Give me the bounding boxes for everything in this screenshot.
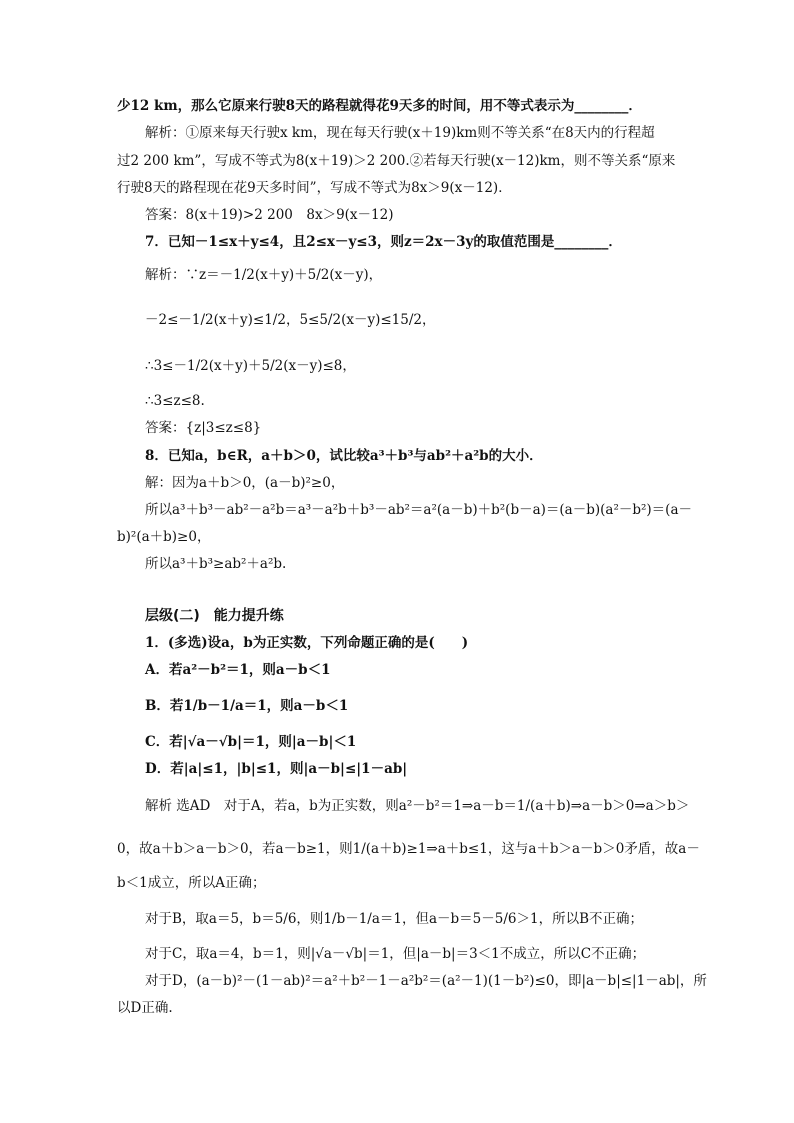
question-6-stem-tail: 少12 km，那么它原来行驶8天的路程就得花9天多的时间，用不等式表示为________． [117, 98, 642, 114]
option-d: D．若|a|≤1，|b|≤1，则|a－b|≤|1－ab| [145, 761, 408, 777]
solution-8-line-4: 所以a³＋b³≥ab²＋a²b. [145, 556, 287, 572]
solution-1-line-5: 对于C，取a＝4，b＝1，则|√a－√b|＝1，但|a－b|＝3＜1不成立，所以C不正确； [145, 946, 646, 962]
solution-8-line-1: 解：因为a＋b＞0，(a－b)²≥0， [145, 475, 345, 491]
solution-1-line-2: 0，故a＋b＞a－b＞0，若a－b≥1，则1/(a＋b)≥1⇒a＋b≤1，这与a＋b＞a－b＞0矛盾，故a－ [117, 841, 700, 857]
solution-8-line-2: 所以a³＋b³－ab²－a²b＝a³－a²b＋b³－ab²＝a²(a－b)＋b²(b－a)＝(a－b)(a²－b²)＝(a－ [145, 502, 692, 518]
option-c: C．若|√a－√b|＝1，则|a－b|＜1 [145, 734, 357, 750]
solution-1-line-4: 对于B，取a＝5，b＝5/6，则1/b－1/a＝1，但a－b＝5－5/6＞1，所以B不正确； [145, 911, 643, 927]
solution-7-line-2: －2≤－1/2(x＋y)≤1/2，5≤5/2(x－y)≤15/2， [145, 312, 436, 328]
question-1-stem: 1．(多选)设a，b为正实数，下列命题正确的是( ) [145, 635, 469, 651]
solution-7-line-3: ∴3≤－1/2(x＋y)＋5/2(x－y)≤8， [145, 358, 356, 374]
answer-6: 答案：8(x＋19)>2 200 8x＞9(x－12) [145, 207, 394, 223]
solution-6-line-3: 行驶8天的路程现在花9天多时间”，写成不等式为8x＞9(x－12)． [117, 180, 512, 196]
solution-1-line-7: 以D正确. [117, 1000, 173, 1016]
solution-6-line-1: 解析：①原来每天行驶x km，现在每天行驶(x＋19)km则不等关系“在8天内的行程超 [145, 125, 655, 141]
question-7-stem: 7．已知－1≤x＋y≤4，且2≤x－y≤3，则z＝2x－3y的取值范围是________． [145, 234, 622, 250]
solution-1-line-3: b＜1成立，所以A正确； [117, 875, 266, 891]
option-b: B．若1/b－1/a＝1，则a－b＜1 [145, 698, 349, 714]
solution-6-line-2: 过2 200 km”，写成不等式为8(x＋19)＞2 200.②若每天行驶(x－12)km，则不等关系“原来 [117, 153, 676, 169]
solution-7-line-1: 解析：∵z＝－1/2(x＋y)＋5/2(x－y)， [145, 267, 383, 283]
solution-7-line-4: ∴3≤z≤8. [145, 393, 205, 409]
section-heading: 层级(二) 能力提升练 [145, 608, 284, 624]
solution-1-line-6: 对于D，(a－b)²－(1－ab)²＝a²＋b²－1－a²b²＝(a²－1)(1－b²)≤0，即|a－b|≤|1－ab|，所 [145, 973, 707, 989]
option-a: A．若a²－b²＝1，则a－b＜1 [145, 662, 331, 678]
solution-1-line-1: 解析 选AD 对于A，若a，b为正实数，则a²－b²＝1⇒a－b＝1/(a＋b)⇒a－b＞0⇒a＞b＞ [145, 798, 690, 814]
question-8-stem: 8．已知a，b∈R，a＋b＞0，试比较a³＋b³与ab²＋a²b的大小． [145, 448, 543, 464]
answer-7: 答案：{z|3≤z≤8} [145, 420, 262, 436]
solution-8-line-3: b)²(a＋b)≥0， [117, 529, 211, 545]
